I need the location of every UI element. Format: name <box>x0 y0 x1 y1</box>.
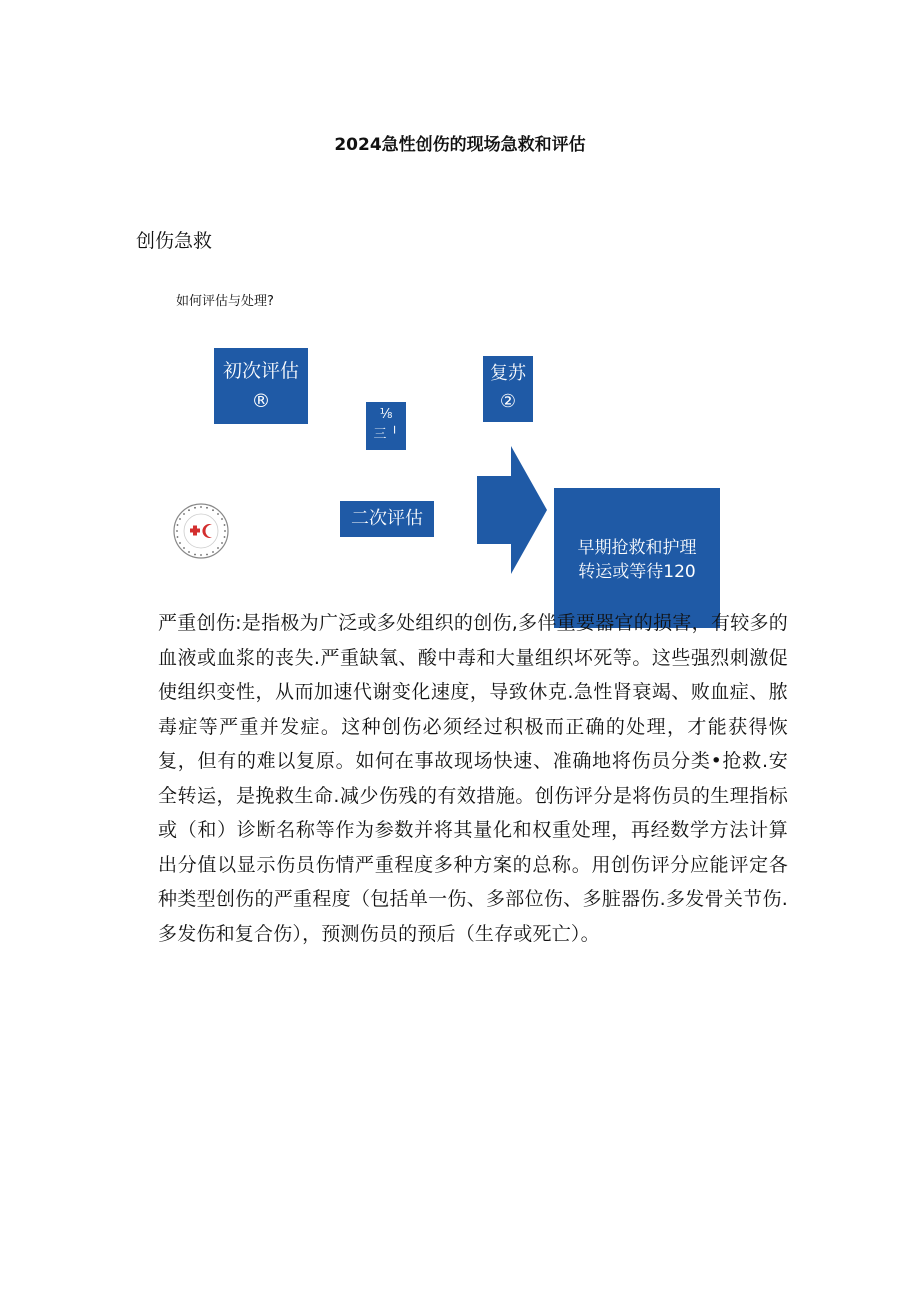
body-paragraph: 严重创伤:是指极为广泛或多处组织的创伤,多伴重要器官的损害，有较多的血液或血浆的丧失.严重缺氧、酸中毒和大量组织坏死等。这些强烈刺激促使组织变性，从而加速代谢变化速度，导致休克.急性肾衰竭、败血症、脓毒症等严重并发症。这种创伤必须经过积极而正确的处理，才能获得恢复，但有的难以复原。如何在事故现场快速、准确地将伤员分类•抢救.安全转运，是挽救生命.减少伤残的有效措施。创伤评分是将伤员的生理指标或（和）诊断名称等作为参数并将其量化和权重处理，再经数学方法计算出分值以显示伤员伤情严重程度多种方案的总称。用创伤评分应能评定各种类型创伤的严重程度（包括单一伤、多部位伤、多脏器伤.多发骨关节伤.多发伤和复合伤），预测伤员的预后（生存或死亡）。 <box>158 612 788 945</box>
primary-assessment-box <box>214 348 308 424</box>
early-care-line2: 转运或等待120 <box>578 562 696 582</box>
early-care-line1: 早期抢救和护理 <box>577 538 697 558</box>
resuscitation-box <box>483 356 533 422</box>
resuscitation-marker: ② <box>499 391 517 412</box>
resuscitation-label: 复苏 <box>490 363 526 384</box>
secondary-assessment-label: 二次评估 <box>351 508 423 529</box>
secondary-assessment-box <box>340 501 434 537</box>
section-heading: 创伤急救 <box>136 230 213 252</box>
small-indicator-box <box>366 402 406 450</box>
red-cross-crescent-logo-icon <box>172 502 230 560</box>
primary-assessment-label: 初次评估 <box>222 360 299 382</box>
document-title: 2024急性创伤的现场急救和评估 <box>334 135 586 155</box>
flow-arrow-icon <box>477 446 549 574</box>
primary-assessment-marker: ® <box>251 390 271 412</box>
question-text: 如何评估与处理? <box>176 294 274 309</box>
small-indicator-line2: 三 ╵ <box>373 427 399 442</box>
small-indicator-line1: ⅛ <box>379 407 393 422</box>
